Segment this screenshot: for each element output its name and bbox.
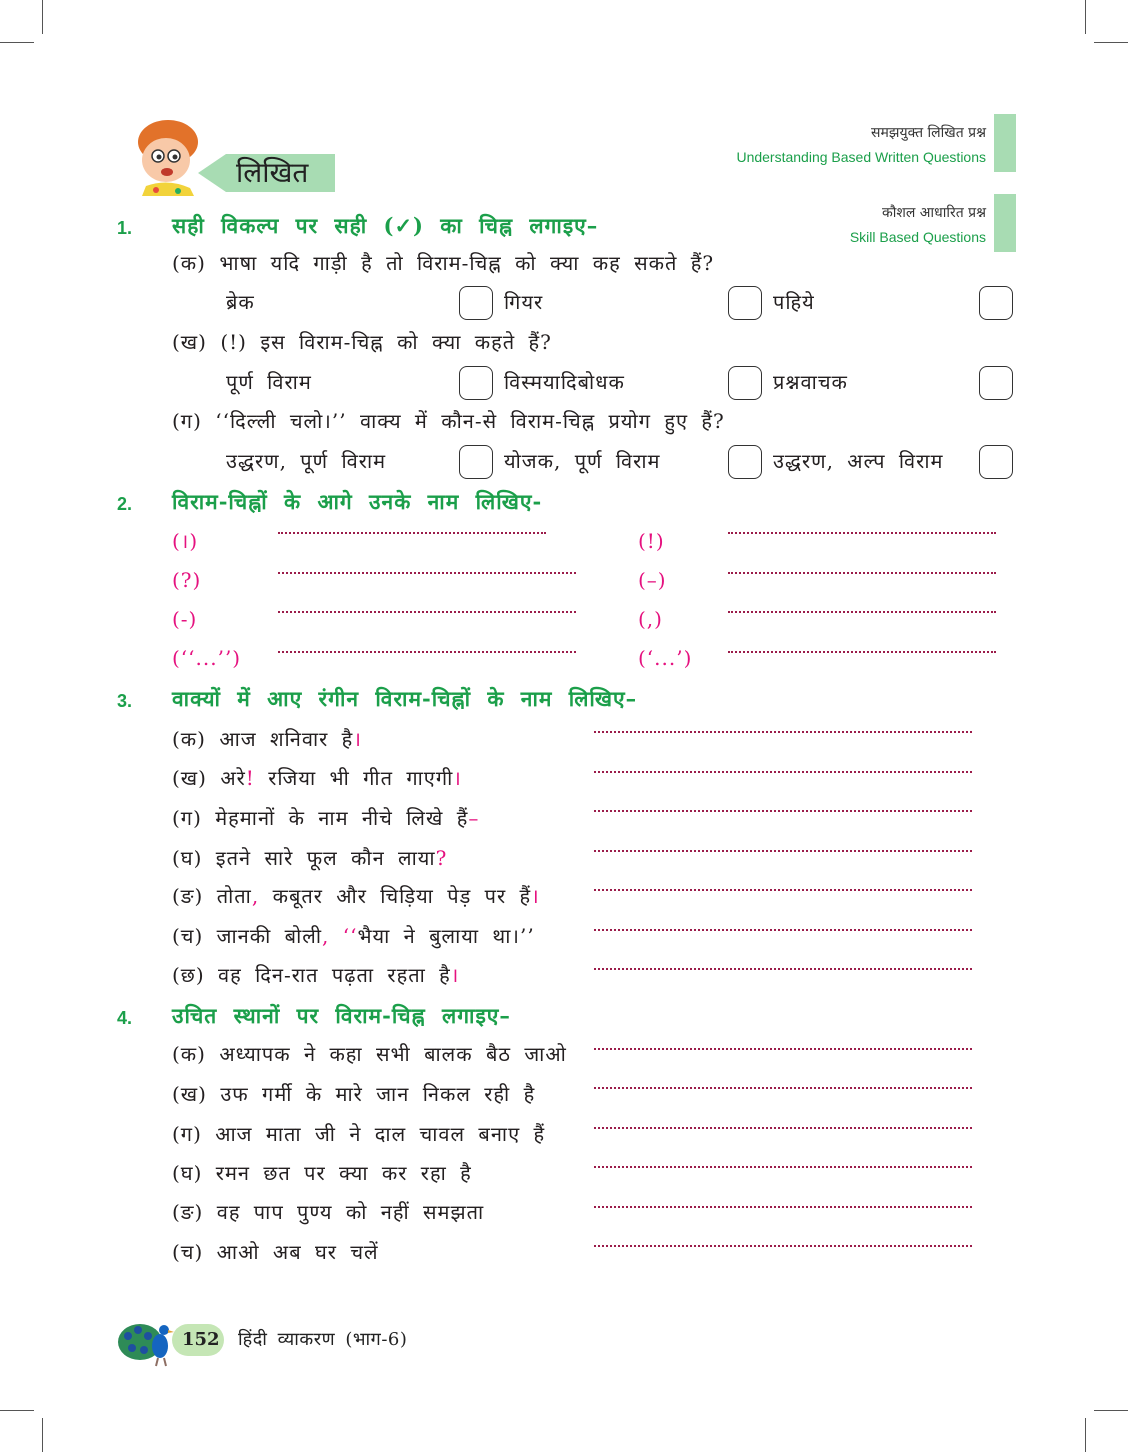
- q4-answer-ga[interactable]: [594, 1127, 972, 1129]
- q2-right-answer-2[interactable]: [728, 572, 996, 574]
- q1-ga-option-1: उद्धरण, पूर्ण विराम: [226, 449, 387, 473]
- q1-title: सही विकल्प पर सही (✓) का चिह्न लगाइए–: [172, 213, 599, 238]
- q3-item-ga: (ग) मेहमानों के नाम नीचे लिखे हैं–: [172, 806, 480, 830]
- q4-item-nga: (ङ) वह पाप पुण्य को नहीं समझता: [172, 1200, 485, 1224]
- q1-ka-option-2: गियर: [504, 290, 544, 314]
- q1-ka-checkbox-3[interactable]: [979, 286, 1013, 320]
- q3-title: वाक्यों में आए रंगीन विराम-चिह्नों के नाम लिखिए–: [172, 686, 638, 711]
- q1-item-ka-question: (क) भाषा यदि गाड़ी है तो विराम-चिह्न को क्या कह सकते हैं?: [172, 251, 715, 275]
- q3-item-cha: (च) जानकी बोली, ‘‘भैया ने बुलाया था।’’: [172, 924, 535, 948]
- q3-answer-nga[interactable]: [594, 889, 972, 891]
- q3-number: 3.: [117, 691, 133, 711]
- q3-item-nga: (ङ) तोता, कबूतर और चिड़िया पेड़ पर हैं।: [172, 884, 540, 908]
- q1-ga-option-3: उद्धरण, अल्प विराम: [773, 449, 944, 473]
- q2-left-answer-2[interactable]: [278, 572, 576, 574]
- q2-title: विराम-चिह्नों के आगे उनके नाम लिखिए-: [172, 489, 543, 514]
- q4-item-ka: (क) अध्यापक ने कहा सभी बालक बैठ जाओ: [172, 1042, 567, 1066]
- q2-left-mark-4: (‘‘...’’): [172, 646, 242, 670]
- boy-mascot-icon: [128, 116, 208, 196]
- q2-left-mark-3: (-): [172, 607, 198, 631]
- book-title: हिंदी व्याकरण (भाग-6): [238, 1329, 408, 1350]
- q4-title: उचित स्थानों पर विराम-चिह्न लगाइए–: [172, 1003, 511, 1028]
- q2-right-mark-1: (!): [638, 529, 665, 553]
- q2-left-answer-3[interactable]: [278, 611, 576, 613]
- q4-answer-nga[interactable]: [594, 1206, 972, 1208]
- q1-kha-checkbox-1[interactable]: [459, 366, 493, 400]
- q1-ka-option-3: पहिये: [773, 290, 815, 314]
- q2-left-answer-4[interactable]: [278, 651, 576, 653]
- q3-item-kha: (ख) अरे! रजिया भी गीत गाएगी।: [172, 766, 462, 790]
- q3-answer-kha[interactable]: [594, 771, 972, 773]
- q2-left-mark-1: (।): [172, 529, 199, 553]
- q4-answer-gha[interactable]: [594, 1166, 972, 1168]
- q3-answer-chha[interactable]: [594, 968, 972, 970]
- page-number: 152: [182, 1329, 220, 1350]
- q4-answer-kha[interactable]: [594, 1087, 972, 1089]
- q1-kha-option-1: पूर्ण विराम: [226, 370, 312, 394]
- q3-answer-gha[interactable]: [594, 850, 972, 852]
- q3-answer-cha[interactable]: [594, 929, 972, 931]
- tag-understanding-hindi: समझयुक्त लिखित प्रश्न: [871, 125, 986, 141]
- q3-answer-ka[interactable]: [594, 731, 972, 733]
- q2-right-mark-2: (–): [638, 568, 667, 592]
- q4-item-gha: (घ) रमन छत पर क्या कर रहा है: [172, 1161, 472, 1185]
- q1-ka-option-1: ब्रेक: [226, 290, 255, 314]
- q2-right-mark-4: (‘...’): [638, 646, 693, 670]
- q3-item-gha: (घ) इतने सारे फूल कौन लाया?: [172, 846, 448, 870]
- q3-item-ka: (क) आज शनिवार है।: [172, 727, 362, 751]
- badge-title: लिखित: [236, 156, 309, 189]
- q2-right-mark-3: (,): [638, 607, 663, 631]
- q1-number: 1.: [117, 218, 133, 238]
- q4-item-ga: (ग) आज माता जी ने दाल चावल बनाए हैं: [172, 1122, 546, 1146]
- q2-number: 2.: [117, 494, 133, 514]
- q1-kha-option-2: विस्मयादिबोधक: [504, 370, 625, 394]
- q1-ka-checkbox-1[interactable]: [459, 286, 493, 320]
- tag-skill-hindi: कौशल आधारित प्रश्न: [881, 205, 986, 221]
- q4-number: 4.: [117, 1008, 133, 1028]
- q3-item-chha: (छ) वह दिन-रात पढ़ता रहता है।: [172, 963, 460, 987]
- q2-right-answer-3[interactable]: [728, 611, 996, 613]
- q1-kha-checkbox-3[interactable]: [979, 366, 1013, 400]
- q2-left-answer-1[interactable]: [278, 532, 546, 534]
- q2-right-answer-4[interactable]: [728, 651, 996, 653]
- q1-item-kha-question: (ख) (!) इस विराम-चिह्न को क्या कहते हैं?: [172, 330, 552, 354]
- tag-skill-english: Skill Based Questions: [849, 229, 986, 245]
- q4-item-kha: (ख) उफ गर्मी के मारे जान निकल रही है: [172, 1082, 536, 1106]
- section-badge: [198, 152, 335, 194]
- q1-item-ga-question: (ग) ‘‘दिल्ली चलो।’’ वाक्य में कौन-से विराम-चिह्न प्रयोग हुए हैं?: [172, 409, 725, 433]
- q4-answer-cha[interactable]: [594, 1245, 972, 1247]
- q2-right-answer-1[interactable]: [728, 532, 996, 534]
- q4-answer-ka[interactable]: [594, 1048, 972, 1050]
- q1-ka-checkbox-2[interactable]: [728, 286, 762, 320]
- tag-understanding-english: Understanding Based Written Questions: [736, 149, 986, 165]
- q1-ga-checkbox-3[interactable]: [979, 445, 1013, 479]
- q2-left-mark-2: (?): [172, 568, 202, 592]
- q1-ga-checkbox-2[interactable]: [728, 445, 762, 479]
- q4-item-cha: (च) आओ अब घर चलें: [172, 1240, 379, 1264]
- q1-kha-checkbox-2[interactable]: [728, 366, 762, 400]
- q1-ga-checkbox-1[interactable]: [459, 445, 493, 479]
- q1-kha-option-3: प्रश्नवाचक: [773, 370, 848, 394]
- q1-ga-option-2: योजक, पूर्ण विराम: [504, 449, 661, 473]
- q3-answer-ga[interactable]: [594, 810, 972, 812]
